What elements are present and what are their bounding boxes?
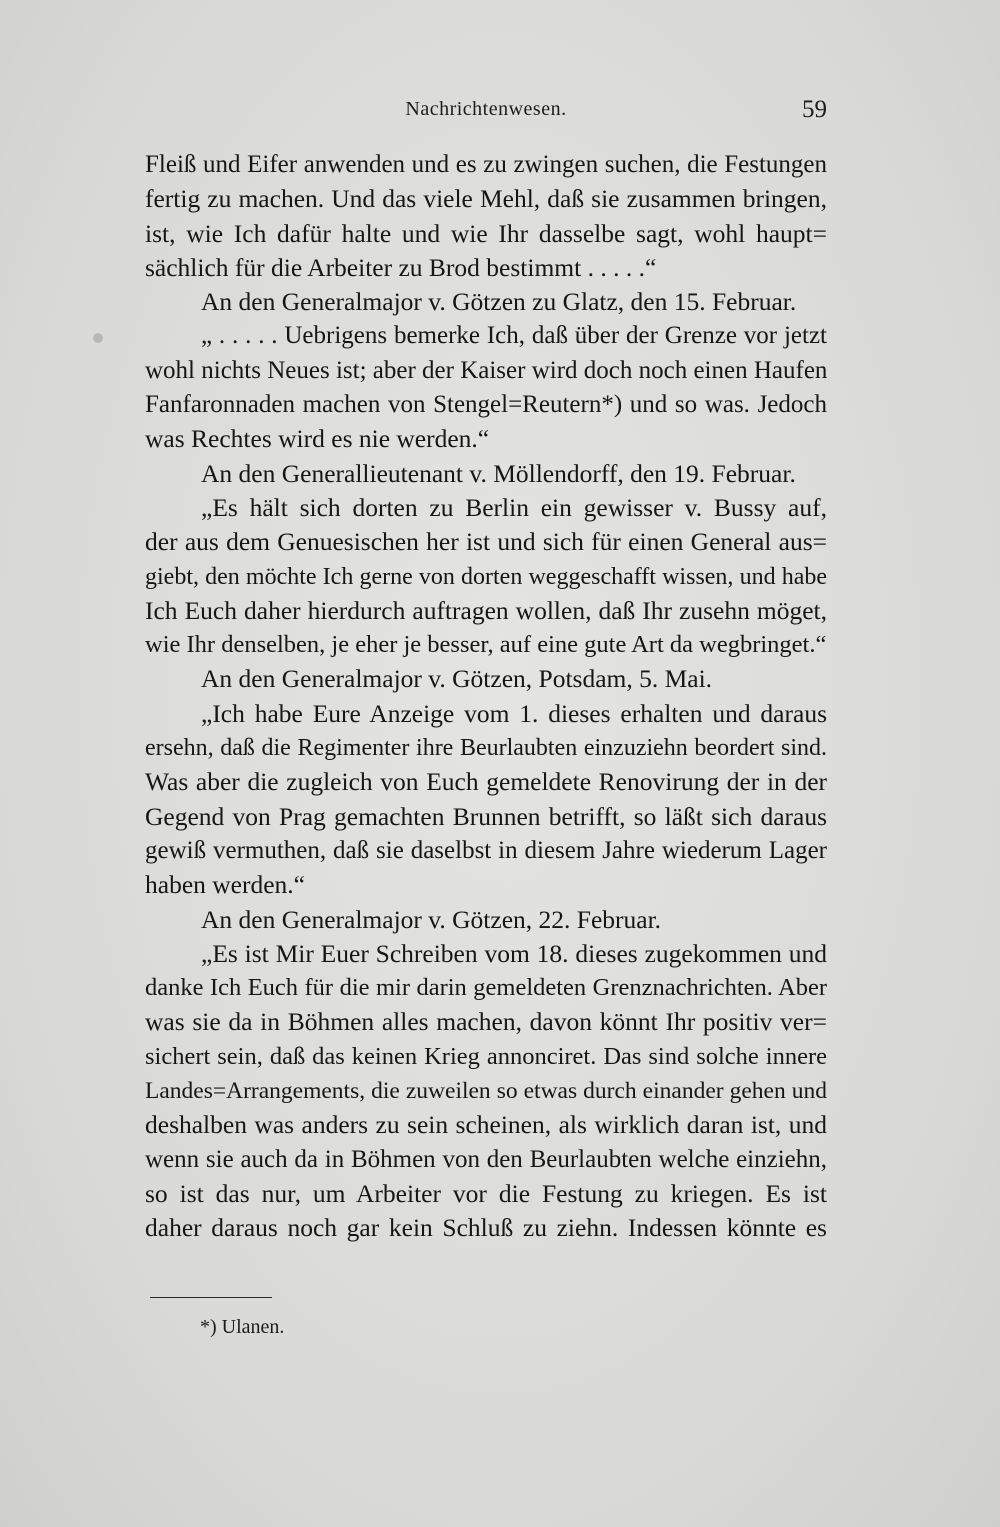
running-title: Nachrichtenwesen. <box>405 98 567 120</box>
body-text <box>145 148 827 1246</box>
text-line: ist, wie Ich dafür halte und wie Ihr dasselbe sagt, wohl haupt= <box>145 218 827 248</box>
text-line: giebt, den möchte Ich gerne von dorten weggeschafft wissen, und habe <box>145 563 827 590</box>
text-line: der aus dem Genuesischen her ist und sich für einen General aus= <box>145 527 827 557</box>
page-header <box>145 98 827 132</box>
text-line: Was aber die zugleich von Euch gemeldete Renovirung der in der <box>145 767 827 797</box>
text-line: An den Generallieutenant v. Möllendorff, den 19. Februar. <box>201 458 796 488</box>
text-line: Fanfaronnaden machen von Stengel=Reutern*) und so was. Jedoch <box>145 391 827 419</box>
text-line: was sie da in Böhmen alles machen, davon könnt Ihr positiv ver= <box>145 1007 827 1037</box>
text-line: An den Generalmajor v. Götzen, 22. Februar. <box>201 904 662 934</box>
footnote: *) Ulanen. <box>200 1316 285 1338</box>
text-line: An den Generalmajor v. Götzen, Potsdam, 5. Mai. <box>201 664 713 694</box>
text-line: „Es ist Mir Euer Schreiben vom 18. dieses zugekommen und <box>201 938 827 968</box>
text-line: daher daraus noch gar kein Schluß zu ziehn. Indessen könnte es <box>145 1213 827 1243</box>
footnote-rule <box>150 1297 272 1298</box>
text-line: wohl nichts Neues ist; aber der Kaiser wird doch noch einen Haufen <box>145 356 828 384</box>
text-line: An den Generalmajor v. Götzen zu Glatz, den 15. Februar. <box>201 287 797 317</box>
text-line: „ . . . . . Uebrigens bemerke Ich, daß über der Grenze vor jetzt <box>201 322 827 350</box>
text-line: fertig zu machen. Und das viele Mehl, daß sie zusammen bringen, <box>145 184 827 214</box>
text-line: Gegend von Prag gemachten Brunnen betrifft, so läßt sich daraus <box>145 801 827 831</box>
text-line: gewiß vermuthen, daß sie daselbst in diesem Jahre wiederum Lager <box>145 836 827 864</box>
text-line: haben werden.“ <box>145 870 305 900</box>
text-line: „Ich habe Eure Anzeige vom 1. dieses erhalten und daraus <box>201 698 827 728</box>
text-line: sichert sein, daß das keinen Krieg annonciret. Das sind solche innere <box>145 1042 827 1070</box>
paper-spot <box>93 333 103 343</box>
text-line: wie Ihr denselben, je eher je besser, auf eine gute Art da wegbringet.“ <box>145 631 827 659</box>
text-line: danke Ich Euch für die mir darin gemeldeten Grenznachrichten. Aber <box>145 974 827 1002</box>
text-line: deshalben was anders zu sein scheinen, als wirklich daran ist, und <box>145 1110 827 1140</box>
text-line: was Rechtes wird es nie werden.“ <box>145 424 490 454</box>
text-line: sächlich für die Arbeiter zu Brod bestimmt . . . . .“ <box>145 252 657 282</box>
text-line: „Es hält sich dorten zu Berlin ein gewisser v. Bussy auf, <box>201 492 827 522</box>
text-line: Fleiß und Eifer anwenden und es zu zwingen suchen, die Festungen <box>145 151 827 178</box>
text-line: wenn sie auch da in Böhmen von den Beurlaubten welche einziehn, <box>145 1145 827 1173</box>
page-number: 59 <box>802 96 827 123</box>
text-line: Ich Euch daher hierdurch auftragen wollen, daß Ihr zusehn möget, <box>145 595 827 625</box>
text-line: so ist das nur, um Arbeiter vor die Festung zu kriegen. Es ist <box>145 1178 827 1208</box>
text-line: ersehn, daß die Regimenter ihre Beurlaubten einzuziehn beordert sind. <box>145 735 827 762</box>
text-line: Landes=Arrangements, die zuweilen so etwas durch einander gehen und <box>145 1078 827 1105</box>
